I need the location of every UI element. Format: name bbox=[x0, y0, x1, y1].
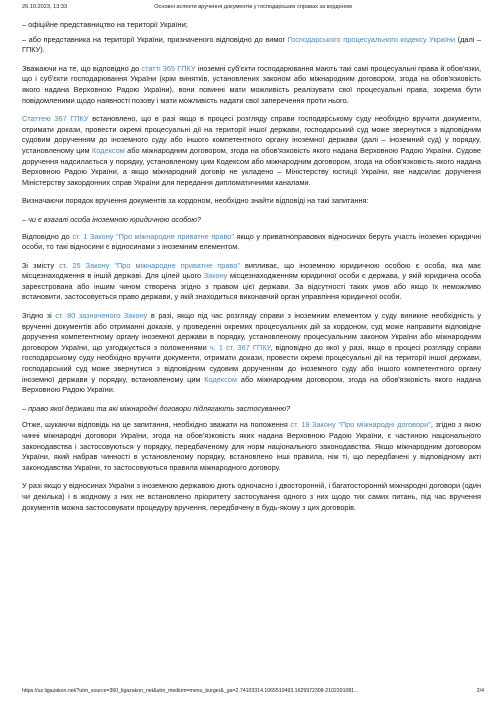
document-title: Основні аспекти вручення документів у господарських справах за кордоном bbox=[154, 4, 352, 10]
paragraph-official-representation: – офіційне представництво на території України; bbox=[22, 20, 188, 29]
paragraph-procedural-rights bbox=[22, 64, 481, 106]
link-code[interactable]: Кодексом bbox=[204, 374, 238, 384]
page-number: 2/4 bbox=[476, 688, 484, 694]
link-part-1-article-367[interactable]: ч. 1 ст. 367 ГПКУ bbox=[209, 342, 271, 352]
text-fragment: , відповідно до якої у разі, якщо в процесі розгляду справи господарському суду необхідно вручити документи, отримати докази, провести окремі процесуальні дії на території іншої держави, господарський суд може звернутися з відповідним судовим дорученням до іноземного суду або іншого компетентного органу іноземної держави у порядку, встановленому цим bbox=[22, 342, 481, 384]
article-body bbox=[22, 20, 481, 521]
link-code[interactable]: Кодексом bbox=[92, 145, 125, 155]
text-fragment: іноземні суб'єкти господарювання мають такі самі процесуальні права й обов'язки, що і суб'єкти господарювання України (крім винятків, установлених законом або міжнародним договором, згода на обов'язковість якого надана Верховною Радою України), вони повинні мати можливість реалізувати свої процесуальні права, зокрема бути повідомленими щодо наявності позову і мати можливість надати свої заперечення проти нього. bbox=[22, 63, 481, 105]
paragraph-questions-intro: Визначаючи порядок вручення документів за кордоном, необхідно знайти відповіді на такі запитання: bbox=[22, 196, 369, 206]
text-fragment: встановлено, що в разі якщо в процесі розгляду справи господарському суду необхідно вручити документи, отримати докази, провести окремі процесуальні дії на території іншої держави, господарський суд може звернутися з відповідним судовим дорученням до іноземного суду або іншого компетентного органу іноземної держави (далі – іноземний суд) у порядку, установленому цим bbox=[22, 114, 482, 155]
link-law-article-19[interactable]: ст. 19 Закону "Про міжнародні договори" bbox=[290, 420, 431, 430]
print-date: 26.10.2023, 13:33 bbox=[22, 4, 68, 10]
paragraph-international-treaties bbox=[22, 420, 481, 473]
question-foreign-legal-entity: – чи є взагалі особа іноземною юридичною особою? bbox=[22, 214, 201, 224]
link-law-article-80[interactable]: ст. 80 зазначеного Закону bbox=[55, 311, 148, 321]
paragraph-bilateral-multilateral: У разі якщо у відносинах України з іноземною державою діють одночасно і двосторонній, і багатосторонній міжнародні договори (один чи декілька) і в жодному з них не встановлено пріоритету застосування одного з них щодо тих самих питань, під час вручення документів можна застосовувати процедуру вручення, передбачену в будь-якому з цих договорів. bbox=[22, 481, 481, 512]
text-fragment: , згідно з якою чинні міжнародні договори України, згода на обов'язковість яких надана Верховною Радою України, є частиною національного законодавства і застосовуються у порядку, передбаченому для норм національного законодавства. Якщо міжнародним договором України, який набрав чинності в установленому порядку, встановлено інші правила, ніж ті, що передбачені у відповідному акті законодавства України, то застосовуються правила міжнародного договору. bbox=[22, 420, 481, 472]
text-fragment: Зважаючи на те, що відповідно до bbox=[22, 63, 142, 73]
text-fragment: Отже, шукаючи відповідь на це запитання, необхідно зважати на положення bbox=[22, 420, 291, 430]
paragraph-representative bbox=[22, 35, 481, 56]
text-fragment: Зі змісту bbox=[22, 260, 60, 270]
link-law[interactable]: Закону bbox=[203, 271, 228, 281]
question-applicable-law: – право якої держави та які міжнародні договори підлягають застосуванню? bbox=[22, 403, 291, 413]
paragraph-article-367 bbox=[22, 114, 481, 188]
text-fragment: якщо у приватноправових відносинах беруть участь іноземні юридичні особи, то такі відносини є відносинами з іноземним елементом. bbox=[22, 231, 482, 252]
text-fragment: (далі – ГПКУ). bbox=[22, 34, 481, 55]
paragraph-law-article-80 bbox=[22, 311, 481, 396]
text-fragment: або міжнародним договором, згода на обов'язковість якого надана Верховною Радою України. Судове доручення надсилається у порядку, установленому цим Кодексом або міжнародним договором, згода на обов'язковість якого надана Верховною Радою України, а якщо міжнародний договір не укладено – Міністерству юстиції України, яке надсилає доручення Міністерству закордонних справ України для передання дипломатичними каналами. bbox=[22, 145, 481, 187]
paragraph-law-article-25 bbox=[22, 261, 481, 303]
page-footer bbox=[22, 688, 484, 698]
link-commercial-procedural-code[interactable]: Господарського процесуального кодексу України bbox=[287, 34, 456, 44]
text-fragment: Згідно зі bbox=[22, 311, 56, 321]
text-fragment: Відповідно до bbox=[22, 231, 73, 241]
page-header bbox=[22, 4, 484, 16]
text-fragment: або міжнародним договором, згода на обов'язковість якого надана Верховною Радою України. bbox=[22, 374, 481, 395]
text-fragment: випливає, що іноземною юридичною особою є особа, яка має місцезнаходження в іншій державі. Для цілей цього bbox=[22, 260, 481, 281]
paragraph-law-article-1 bbox=[22, 232, 481, 253]
link-article-367[interactable]: Статтею 367 ГПКУ bbox=[22, 114, 89, 124]
text-fragment: місцезнаходженням юридичної особи є держава, у якій юридична особа зареєстрована або іншим чином створена згідно з правом цієї держави. За відсутності таких умов або якщо їх неможливо встановити, застосовується право держави, у якій знаходиться виконавчий орган управління юридичної особи. bbox=[22, 271, 481, 302]
text-fragment: в разі, якщо під час розгляду справи з іноземним елементом у суду виникне необхідність у врученні документів або отриманні доказів, у проведенні окремих процесуальних дій за кордоном, суд може направити відповідне доручення компетентному органу іноземної держави в порядку, установленому процесуальним законом України або міжнародним договором України, що узгоджується з положеннями bbox=[22, 311, 481, 352]
link-law-article-1[interactable]: ст. 1 Закону "Про міжнародне приватне право" bbox=[72, 231, 234, 241]
footer-url: https://uz.ligazakon.net/?utm_source=360_ligazakon_net&utm_medium=menu_burger&_ga=2.74103314.1065510493.1629972308-2102391081... bbox=[22, 688, 359, 694]
text-fragment: – або представника на території України, призначеного відповідно до вимог bbox=[22, 34, 288, 44]
link-law-article-25[interactable]: ст. 25 Закону "Про міжнародне приватне право" bbox=[59, 260, 240, 270]
link-article-365[interactable]: статті 365 ГПКУ bbox=[141, 63, 196, 73]
